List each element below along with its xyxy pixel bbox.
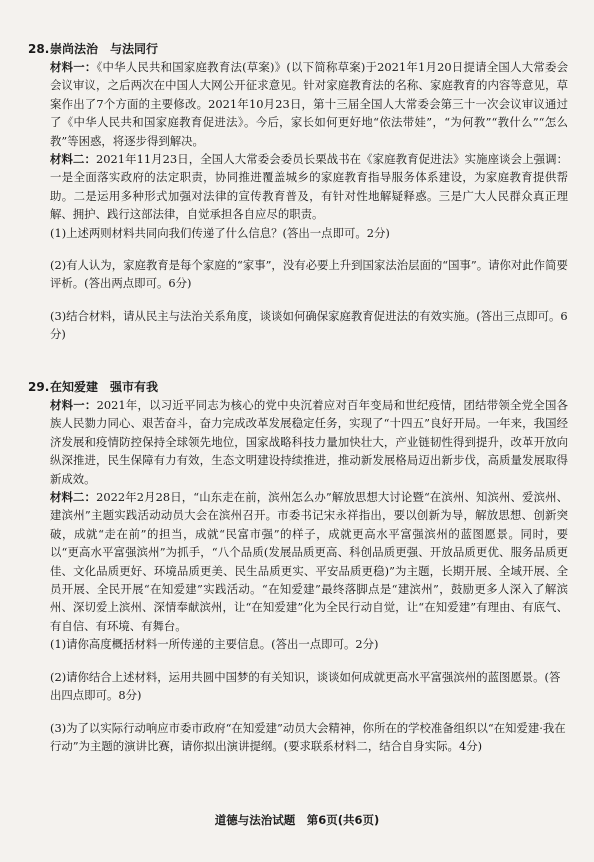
question-number: 28. xyxy=(28,42,50,56)
sub-question-1: (1)上述两则材料共同向我们传递了什么信息？(答出一点即可。2分) xyxy=(50,225,390,240)
question-number: 29. xyxy=(28,380,50,394)
material-label: 材料一： xyxy=(50,60,97,74)
material-one xyxy=(28,396,568,488)
sub-question-2: (2)有人认为，家庭教育是每个家庭的“家事”，没有必要上升到国家法治层面的“国事”。请你对此作简要评析。(答出两点即可。6分) xyxy=(50,258,568,291)
material-text: 2022年2月28日，“山东走在前，滨州怎么办”解放思想大讨论暨“在滨州、知滨州、爱滨州、建滨州”主题实践活动动员大会在滨州召开。市委书记宋永祥指出，要以创新为导，解放思想、创新突破，成就“走在前”的担当，成就“民富市强”的样子，成就更高水平富强滨州的蓝图愿景。同时，要以“更高水平富强滨州”为抓手，“八个品质(发展品质更高、科创品质更强、开放品质更优、服务品质更佳、文化品质更好、环境品质更美、民生品质更实、平安品质更稳)”为主题，长期开展、全域开展、全员开展、全民开展“在知爱建”实践活动。“在知爱建”最终落脚点是“建滨州”，鼓励更多人深入了解滨州、深切爱上滨州、深情奉献滨州，让“在知爱建”化为全民行动自觉，让“在知爱建”有理由、有底气、有自信、有环境、有舞台。 xyxy=(50,490,568,633)
material-text: 《中华人民共和国家庭教育法(草案)》(以下简称草案)于2021年1月20日提请全国人大常委会会议审议，之后两次在中国人大网公开征求意见。针对家庭教育法的名称、家庭教育的内容等意见，草案作出了7个方面的主要修改。2021年10月23日，第十三届全国人大常委会第三十一次会议审议通过了《中华人民共和国家庭教育促进法》。今后，家长如何更好地“依法带娃”，“为何教”“教什么”“怎么教”等困惑，将逐步得到解决。 xyxy=(50,60,568,148)
question-29-heading xyxy=(28,378,568,396)
question-28 xyxy=(28,40,568,344)
question-title: 崇尚法治 与法同行 xyxy=(50,42,159,56)
material-text: 2021年11月23日，全国人大常委会委员长栗战书在《家庭教育促进法》实施座谈会上强调：一是全面落实政府的法定职责，协同推进覆盖城乡的家庭教育指导服务体系建设，为家庭教育提供帮助。二是运用多种形式加强对法律的宣传教育普及，有针对性地解疑释惑。三是广大人民群众真正理解、拥护、践行这部法律，自觉承担各自应尽的职责。 xyxy=(50,152,568,222)
page-footer: 道德与法治试题 第6页(共6页) xyxy=(214,813,380,827)
question-title: 在知爱建 强市有我 xyxy=(50,380,159,394)
material-one xyxy=(28,58,568,150)
material-two xyxy=(28,488,568,635)
sub-question-3: (3)结合材料，请从民主与法治关系角度，谈谈如何确保家庭教育促进法的有效实施。(答出三点即可。6分) xyxy=(50,308,568,342)
material-label: 材料一： xyxy=(50,398,97,412)
material-two xyxy=(28,150,568,224)
material-text: 2021年，以习近平同志为核心的党中央沉着应对百年变局和世纪疫情，团结带领全党全国各族人民勠力同心、艰苦奋斗，奋力完成改革发展稳定任务，实现了“十四五”良好开局。一年来，我国经济发展和疫情防控保持全球领先地位，国家战略科技力量加快壮大，产业链韧性得到提升，改革开放向纵深推进，民生保障有力有效，生态文明建设持续推进，推动新发展格局迈出新步伐，高质量发展取得新成效。 xyxy=(50,398,568,486)
material-label: 材料二： xyxy=(50,490,97,505)
sub-question-2: (2)请你结合上述材料，运用共圆中国梦的有关知识，谈谈如何成就更高水平富强滨州的蓝图愿景。(答出四点即可。8分) xyxy=(50,669,561,703)
sub-question-3: (3)为了以实际行动响应市委市政府“在知爱建”动员大会精神，你所在的学校准备组织以“在知爱建·我在行动”为主题的演讲比赛，请你拟出演讲提纲。(要求联系材料二，结合自身实际。4分) xyxy=(50,720,566,753)
material-label: 材料二： xyxy=(50,152,96,167)
question-29 xyxy=(28,378,568,755)
sub-question-1: (1)请你高度概括材料一所传递的主要信息。(答出一点即可。2分) xyxy=(50,637,379,652)
question-28-heading xyxy=(28,40,568,58)
